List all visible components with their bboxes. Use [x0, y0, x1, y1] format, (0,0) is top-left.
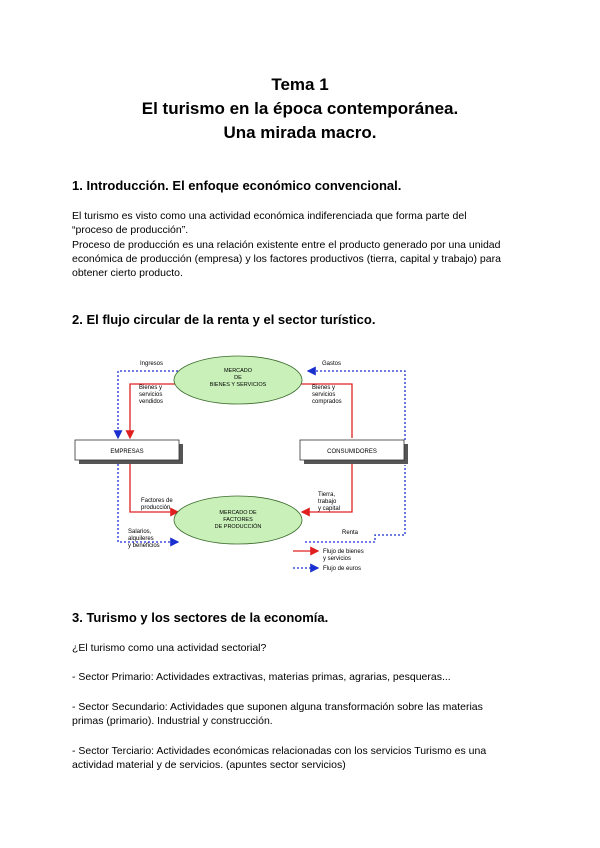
goods-market-label-1: MERCADO — [223, 368, 253, 374]
tierra-label-3: y capital — [318, 506, 341, 512]
renta-label: Renta — [342, 530, 359, 536]
factores-label-2: producción — [141, 505, 171, 511]
legend-money-label: Flujo de euros — [323, 566, 362, 572]
salarios-label-3: y beneficios — [128, 543, 160, 549]
text-line: “proceso de producción”. — [72, 224, 189, 236]
factors-market-label-3: DE PRODUCCIÓN — [214, 524, 262, 530]
text-line: primas (primario). Industrial y construcción. — [72, 715, 273, 727]
bienes-vendidos-label-3: vendidos — [139, 399, 164, 405]
factors-market-label-2: FACTORES — [223, 517, 253, 523]
legend-goods-label-2: y servicios — [323, 556, 352, 562]
text-line: El turismo es visto como una actividad económica indiferenciada que forma parte del — [72, 210, 467, 222]
factors-market-label-1: MERCADO DE — [219, 510, 257, 516]
text-line: económica de producción (empresa) y los factores productivos (tierra, capital y trabajo) para — [72, 253, 501, 265]
section-3-heading: 3. Turismo y los sectores de la economía. — [72, 610, 329, 625]
gastos-label: Gastos — [322, 361, 342, 367]
goods-market-label-3: BIENES Y SERVICIOS — [209, 382, 267, 388]
diagram-legend — [293, 549, 364, 572]
text-line: - Sector Secundario: Actividades que suponen alguna transformación sobre las materias — [72, 701, 483, 713]
salarios-label-2: alquileres — [128, 536, 154, 542]
consumidores-label: CONSUMIDORES — [327, 449, 377, 455]
goods-market-label-2: DE — [234, 375, 242, 381]
text-line: Proceso de producción es una relación existente entre el producto generado por una unidad — [72, 239, 501, 251]
title-line-3: Una mirada macro. — [223, 123, 377, 142]
bienes-comprados-label-1: Bienes y — [312, 385, 336, 391]
bienes-comprados-label-3: comprados — [312, 399, 342, 405]
bienes-comprados-label-2: servicios — [312, 392, 336, 398]
text-line: obtener cierto producto. — [72, 267, 183, 279]
legend-goods-label-1: Flujo de bienes — [323, 549, 364, 555]
bienes-vendidos-label-2: servicios — [139, 392, 163, 398]
section-1-heading: 1. Introducción. El enfoque económico convencional. — [72, 178, 402, 193]
sector-primario: - Sector Primario: Actividades extractivas, materias primas, agrarias, pesqueras... — [72, 671, 451, 683]
text-line: actividad material y de servicios. (apuntes sector servicios) — [72, 759, 346, 771]
tierra-label-1: Tierra, — [318, 492, 336, 498]
sector-secundario — [72, 700, 532, 728]
section-2-heading: 2. El flujo circular de la renta y el sector turístico. — [72, 312, 376, 327]
tierra-label-2: trabajo — [318, 499, 337, 505]
empresas-label: EMPRESAS — [110, 449, 144, 455]
sector-terciario — [72, 744, 532, 772]
section-3-question: ¿El turismo como una actividad sectorial? — [72, 642, 267, 654]
title-line-2: El turismo en la época contemporánea. — [141, 99, 459, 118]
text-line: - Sector Terciario: Actividades económicas relacionadas con los servicios Turismo es una — [72, 745, 487, 757]
factores-label-1: Factores de — [141, 498, 173, 504]
bienes-vendidos-label-1: Bienes y — [139, 385, 163, 391]
salarios-label-1: Salarios, — [128, 529, 152, 535]
title-line-1: Tema 1 — [271, 75, 329, 94]
ingresos-label: Ingresos — [140, 361, 164, 367]
